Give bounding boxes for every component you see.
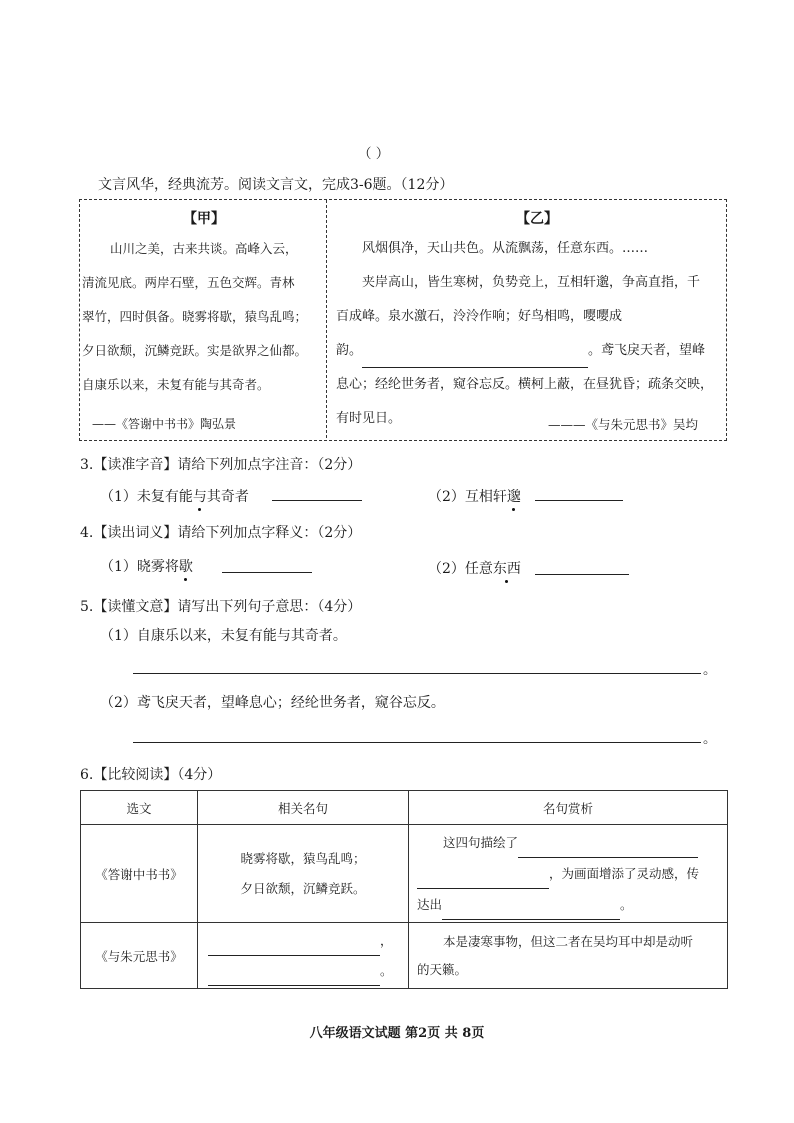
q3-answer2-blank[interactable] — [535, 500, 623, 501]
q5-stem: 5.【读懂文意】请写出下列句子意思：（4分） — [80, 599, 362, 615]
passage-a-line: 自康乐以来，未复有能与其奇者。 — [82, 377, 270, 392]
row2-blank-2[interactable] — [208, 971, 380, 986]
passage-a-title: 【甲】 — [183, 211, 225, 227]
q3-item2-dot-char: 邈 — [507, 486, 521, 506]
page-footer: 八年级语文试题 第2页 共 8页 — [309, 1026, 485, 1041]
row1-analysis-text: 这四句描绘了 — [443, 835, 519, 850]
q5-item2: （2）鸢飞戾天者，望峰息心；经纶世务者，窥谷忘反。 — [100, 695, 445, 711]
q3-item1 — [100, 486, 249, 506]
passage-b-line: 息心；经纶世务者，窥谷忘反。横柯上蔽，在昼犹昏；疏条交映， — [336, 377, 714, 392]
q3-stem: 3.【读准字音】请给下列加点字注音：（2分） — [80, 457, 362, 473]
passage-b-line: 韵。 — [336, 343, 363, 358]
row2-analysis-line: 的天籁。 — [417, 961, 468, 977]
passage-b-line: 百成峰。泉水激石，泠泠作响；好鸟相鸣，嘤嘤成 — [336, 309, 623, 324]
q3-item1-pre: （1）未复有能 — [100, 489, 193, 505]
row1-analysis-text: 。 — [620, 897, 633, 912]
header-analysis: 名句赏析 — [409, 791, 728, 825]
passage-b-line-4 — [336, 334, 722, 368]
q3-answer1-blank[interactable] — [272, 500, 362, 501]
passage-a-text — [82, 232, 322, 402]
table-row — [81, 923, 728, 989]
passage-b-title: 【乙】 — [516, 211, 558, 227]
q5-period1: 。 — [703, 662, 717, 678]
passage-a-line: 夕日欲颓，沉鳞竞跃。实是欲界之仙都。 — [82, 343, 308, 358]
passage-b-line: 夹岸高山，皆生寒树，负势竞上，互相轩邈，争高直指，千 — [362, 275, 701, 290]
row1-analysis — [409, 825, 728, 923]
row1-source: 《答谢中书书》 — [81, 825, 198, 923]
q4-item1-dot-char: 歇 — [179, 556, 193, 576]
passage-b-line: 有时见日。 — [336, 411, 402, 426]
q4-item2-pre: （2）任意 — [428, 561, 493, 577]
q4-answer1-blank[interactable] — [222, 572, 312, 573]
row2-blank-1[interactable] — [208, 941, 380, 956]
q3-item2 — [428, 486, 521, 506]
passage-b-answer-blank[interactable] — [362, 353, 588, 368]
q6-stem: 6.【比较阅读】（4分） — [80, 767, 222, 783]
q4-stem: 4.【读出词义】请给下列加点字释义：（2分） — [80, 525, 362, 541]
passage-a-line: 清流见底。两岸石壁，五色交辉。青林 — [82, 275, 295, 290]
q5-answer2-blank[interactable] — [133, 742, 701, 743]
header-source: 选文 — [81, 791, 198, 825]
row2-source: 《与朱元思书》 — [81, 923, 198, 989]
row1-quotes — [198, 825, 409, 923]
q5-item1: （1）自康乐以来，未复有能与其奇者。 — [100, 628, 347, 644]
passage-a-source: ——《答谢中书书》陶弘景 — [92, 417, 237, 431]
q4-item1 — [100, 556, 193, 576]
row2-analysis-line: 本是凄寒事物，但这二者在吴均耳中却是动听 — [443, 933, 694, 949]
q5-period2: 。 — [703, 731, 717, 747]
row1-quote-line: 夕日欲颓，沉鳞竞跃。 — [240, 880, 366, 896]
comparison-table — [80, 790, 728, 989]
q4-item2-dot-char: 东西 — [493, 558, 521, 578]
section-marker: （ ） — [358, 146, 390, 162]
row2-quotes — [198, 923, 409, 989]
row1-quote-line: 晓雾将歇，猿鸟乱鸣； — [240, 850, 366, 866]
row1-analysis-text: 达出 — [417, 897, 443, 912]
row2-comma: ， — [380, 932, 393, 948]
q3-item1-dot-char: 与 — [193, 486, 207, 506]
row2-analysis — [409, 923, 728, 989]
table-row — [81, 825, 728, 923]
row2-period: 。 — [380, 962, 393, 978]
passage-a-line: 山川之美，古来共谈。高峰入云， — [110, 241, 298, 256]
passage-divider — [326, 200, 327, 438]
row1-analysis-text: ，为画面增添了灵动感，传 — [549, 866, 700, 881]
q4-item1-pre: （1）晓雾将 — [100, 559, 179, 575]
passage-b-source: ———《与朱元思书》吴均 — [548, 417, 699, 432]
q4-item2 — [428, 558, 521, 578]
q4-answer2-blank[interactable] — [535, 574, 629, 575]
table-header-row — [81, 791, 728, 825]
q3-item1-post: 其奇者 — [206, 489, 249, 505]
passage-b-text — [336, 232, 722, 436]
q3-item2-pre: （2）互相轩 — [428, 489, 507, 505]
row1-blank-3[interactable] — [442, 905, 620, 920]
passage-a-line: 翠竹，四时俱备。晓雾将歇，猿鸟乱鸣； — [82, 309, 308, 324]
header-quote: 相关名句 — [198, 791, 409, 825]
section-intro: 文言风华，经典流芳。阅读文言文，完成3-6题。（12分） — [98, 177, 454, 193]
q5-answer1-blank[interactable] — [133, 673, 701, 674]
row1-blank-2[interactable] — [417, 874, 549, 889]
passage-b-line: 风烟俱净，天山共色。从流飘荡，任意东西。…… — [362, 241, 649, 256]
row1-blank-1[interactable] — [518, 843, 698, 858]
passage-b-line: 。鸢飞戾天者，望峰 — [588, 343, 706, 358]
